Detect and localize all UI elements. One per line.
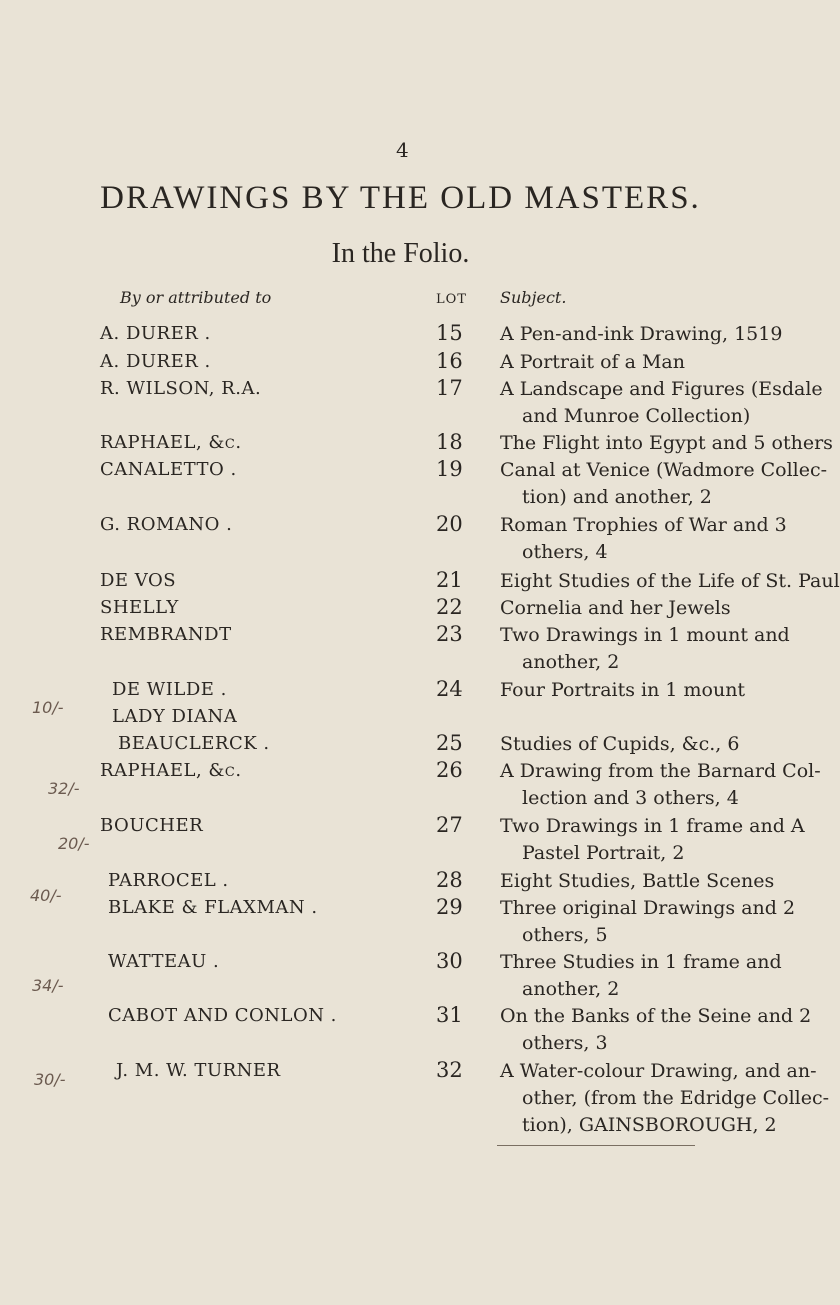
subject-text: Four Portraits in 1 mount [500, 679, 746, 701]
handwritten-annotation: 20/- [58, 834, 90, 853]
artist-name: RAPHAEL, &c. [100, 760, 242, 781]
artist-name: BEAUCLERCK . [118, 733, 270, 754]
lot-number: 28 [436, 868, 463, 892]
artist-name: DE VOS [100, 570, 177, 591]
subject-text: A Portrait of a Man [500, 351, 685, 373]
handwritten-annotation: 10/- [32, 698, 64, 717]
artist-name: CANALETTO . [100, 459, 237, 480]
header-lot: LOT [436, 292, 467, 307]
artist-name: PARROCEL . [108, 870, 229, 891]
lot-number: 19 [436, 457, 463, 481]
handwritten-annotation: 40/- [30, 886, 62, 905]
artist-name: REMBRANDT [100, 624, 232, 645]
artist-name: CABOT AND CONLON . [108, 1005, 337, 1026]
lot-number: 22 [436, 595, 463, 619]
artist-name: LADY DIANA [112, 706, 238, 727]
subject-text: The Flight into Egypt and 5 others [500, 432, 833, 454]
page-subtitle: In the Folio. [331, 238, 470, 269]
lot-number: 32 [436, 1058, 463, 1082]
lot-number: 15 [436, 321, 463, 345]
artist-name: G. ROMANO . [100, 514, 233, 535]
subject-text: Eight Studies of the Life of St. Paul [500, 570, 840, 592]
artist-name: J. M. W. TURNER [116, 1060, 281, 1081]
page-number: 4 [396, 138, 409, 162]
subject-text: Two Drawings in 1 frame and A Pastel Portrait, 2 [500, 815, 805, 864]
handwritten-annotation: 34/- [32, 976, 64, 995]
lot-number: 23 [436, 622, 463, 646]
lot-number: 30 [436, 949, 463, 973]
end-rule [497, 1145, 695, 1146]
subject-text: Studies of Cupids, &c., 6 [500, 733, 740, 755]
artist-name: BLAKE & FLAXMAN . [108, 897, 318, 918]
lot-number: 17 [436, 376, 463, 400]
artist-name: SHELLY [100, 597, 179, 618]
subject-text: Eight Studies, Battle Scenes [500, 870, 775, 892]
lot-number: 20 [436, 512, 463, 536]
subject-text: Two Drawings in 1 mount and another, 2 [500, 624, 790, 673]
artist-name: A. DURER . [100, 323, 211, 344]
lot-number: 26 [436, 758, 463, 782]
lot-number: 27 [436, 813, 463, 837]
lot-number: 29 [436, 895, 463, 919]
subject-text: Roman Trophies of War and 3 others, 4 [500, 514, 787, 563]
artist-name: R. WILSON, R.A. [100, 378, 262, 399]
subject-text: Three Studies in 1 frame and another, 2 [500, 951, 782, 1000]
subject-text: On the Banks of the Seine and 2 others, 3 [500, 1005, 812, 1054]
subject-text: Three original Drawings and 2 others, 5 [500, 897, 796, 946]
artist-name: A. DURER . [100, 351, 211, 372]
handwritten-annotation: 30/- [34, 1070, 66, 1089]
artist-name: RAPHAEL, &c. [100, 432, 242, 453]
subject-text: Cornelia and her Jewels [500, 597, 731, 619]
artist-name: DE WILDE . [112, 679, 227, 700]
artist-name: BOUCHER [100, 815, 204, 836]
header-attributed: By or attributed to [120, 288, 272, 307]
lot-number: 24 [436, 677, 463, 701]
subject-text: Canal at Venice (Wadmore Collec- tion) and another, 2 [500, 459, 828, 508]
lot-number: 25 [436, 731, 463, 755]
header-subject: Subject. [500, 288, 567, 307]
lot-number: 18 [436, 430, 463, 454]
artist-name: WATTEAU . [108, 951, 220, 972]
lot-number: 31 [436, 1003, 463, 1027]
handwritten-annotation: 32/- [48, 779, 80, 798]
lot-number: 16 [436, 349, 463, 373]
subject-text: A Pen-and-ink Drawing, 1519 [500, 323, 783, 345]
subject-text: A Landscape and Figures (Esdale and Munroe Collection) [500, 378, 823, 427]
page-title: DRAWINGS BY THE OLD MASTERS. [100, 180, 701, 216]
lot-number: 21 [436, 568, 463, 592]
subject-text: A Drawing from the Barnard Col- lection and 3 others, 4 [500, 760, 821, 809]
subject-text: A Water-colour Drawing, and an- other, (from the Edridge Collec- tion), GAINSBOROUGH, 2 [500, 1060, 830, 1136]
